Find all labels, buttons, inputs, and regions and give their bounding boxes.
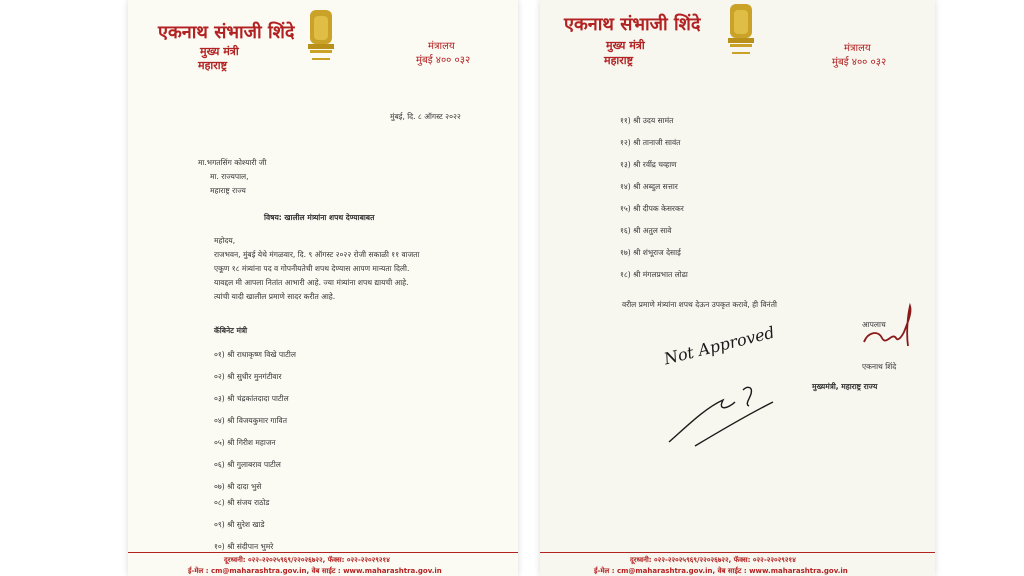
address-line-1: मंत्रालय — [844, 43, 871, 54]
recipient-line-2: मा. राज्यपाल, — [210, 172, 249, 181]
minister-list-2 — [620, 116, 840, 286]
list-item: ०५) श्री गिरीश महाजन — [214, 438, 276, 447]
closing-line: वरील प्रमाणे मंत्र्यांना शपथ देऊन उपकृत करावे, ही विनंती — [622, 300, 777, 309]
state-emblem-icon — [724, 2, 758, 62]
list-item: १५) श्री दीपक केसरकर — [620, 204, 684, 213]
list-item: ०३) श्री चंद्रकांतदादा पाटील — [214, 394, 289, 403]
list-item: १६) श्री अतुल सावे — [620, 226, 672, 235]
paragraph-line-2: एकूण १८ मंत्र्यांना पद व गोपनीयतेची शपथ देण्यास आपण मान्यता दिली. — [214, 264, 410, 273]
footer-email: ई-मेल : cm@maharashtra.gov.in, वेब साईट : www.maharashtra.gov.in — [188, 567, 442, 575]
list-item: ०९) श्री सुरेश खाडे — [214, 520, 265, 529]
list-item: ०१) श्री राधाकृष्ण विखे पाटील — [214, 350, 296, 359]
letterhead-name: एकनाथ संभाजी शिंदे — [564, 14, 701, 35]
list-item: १०) श्री संदीपान भुमरे — [214, 542, 274, 551]
handwritten-note: Not Approved — [662, 322, 777, 369]
list-item: ०८) श्री संजय राठोड — [214, 498, 270, 507]
cabinet-heading: कॅबिनेट मंत्री — [214, 326, 248, 335]
letter-subject: विषय: खालील मंत्र्यांना शपथ देण्याबाबत — [264, 213, 375, 222]
paragraph-line-4: त्यांची यादी खालील प्रमाणे सादर करीत आहे. — [214, 292, 336, 301]
footer-email: ई-मेल : cm@maharashtra.gov.in, वेब साईट : www.maharashtra.gov.in — [594, 567, 848, 575]
list-item: १३) श्री रवींद्र चव्हाण — [620, 160, 677, 169]
designation-line-1: मुख्य मंत्री — [200, 45, 239, 58]
list-item: १२) श्री तानाजी सावंत — [620, 138, 681, 147]
state-emblem-icon — [304, 8, 338, 68]
address-line-2: मुंबई ४०० ०३२ — [416, 55, 471, 66]
list-item: ११) श्री उदय सामंत — [620, 116, 674, 125]
letter-page-2 — [540, 0, 935, 576]
designation-line-1: मुख्य मंत्री — [606, 39, 645, 52]
letterhead-name: एकनाथ संभाजी शिंदे — [158, 22, 295, 43]
signature-icon — [858, 302, 918, 357]
recipient-line-3: महाराष्ट्र राज्य — [210, 186, 246, 195]
list-item: ०४) श्री विजयकुमार गावित — [214, 416, 287, 425]
address-line-1: मंत्रालय — [428, 41, 455, 52]
list-item: ०७) श्री दादा भुसे — [214, 482, 262, 491]
list-item: ०२) श्री सुधीर मुनगंटीवार — [214, 372, 282, 381]
letter-page-1 — [128, 0, 518, 576]
designation-line-2: महाराष्ट्र — [604, 54, 634, 67]
sign-title: मुख्यमंत्री, महाराष्ट्र राज्य — [812, 382, 878, 391]
sign-label: आपलाच — [862, 320, 886, 329]
minister-list-1 — [214, 350, 434, 550]
list-item: ०६) श्री गुलाबराव पाटील — [214, 460, 281, 469]
list-item: १८) श्री मंगलप्रभात लोढा — [620, 270, 688, 279]
recipient-line-1: मा.भगतसिंग कोश्यारी जी — [198, 158, 267, 167]
salutation: महोदय, — [214, 236, 236, 245]
footer-divider — [128, 552, 518, 553]
footer-divider — [540, 552, 935, 553]
paragraph-line-1: राजभवन, मुंबई येथे मंगळवार, दि. ९ ऑगस्ट २०२२ रोजी सकाळी ११ वाजता — [214, 250, 420, 259]
sign-name: एकनाथ शिंदे — [862, 362, 897, 371]
designation-line-2: महाराष्ट्र — [198, 59, 228, 72]
list-item: १७) श्री शंभूराज देसाई — [620, 248, 681, 257]
handwritten-scribble-icon — [665, 368, 775, 448]
list-item: १४) श्री अब्दुल सत्तार — [620, 182, 678, 191]
paragraph-line-3: यावद्दल मी आपला नितांत आभारी आहे. ज्या मंत्र्यांना शपथ द्यायची आहे. — [214, 278, 409, 287]
footer-phone: दूरध्वनी: ०२२-२२०२५९६९/२२०२६७२२, फॅक्स: ०२२-२२०२९२१४ — [224, 556, 390, 564]
footer-phone: दूरध्वनी: ०२२-२२०२५९६९/२२०२६७२२, फॅक्स: ०२२-२२०२९२१४ — [630, 556, 796, 564]
letter-date: मुंबई, दि. ८ ऑगस्ट २०२२ — [390, 112, 461, 121]
address-line-2: मुंबई ४०० ०३२ — [832, 57, 887, 68]
